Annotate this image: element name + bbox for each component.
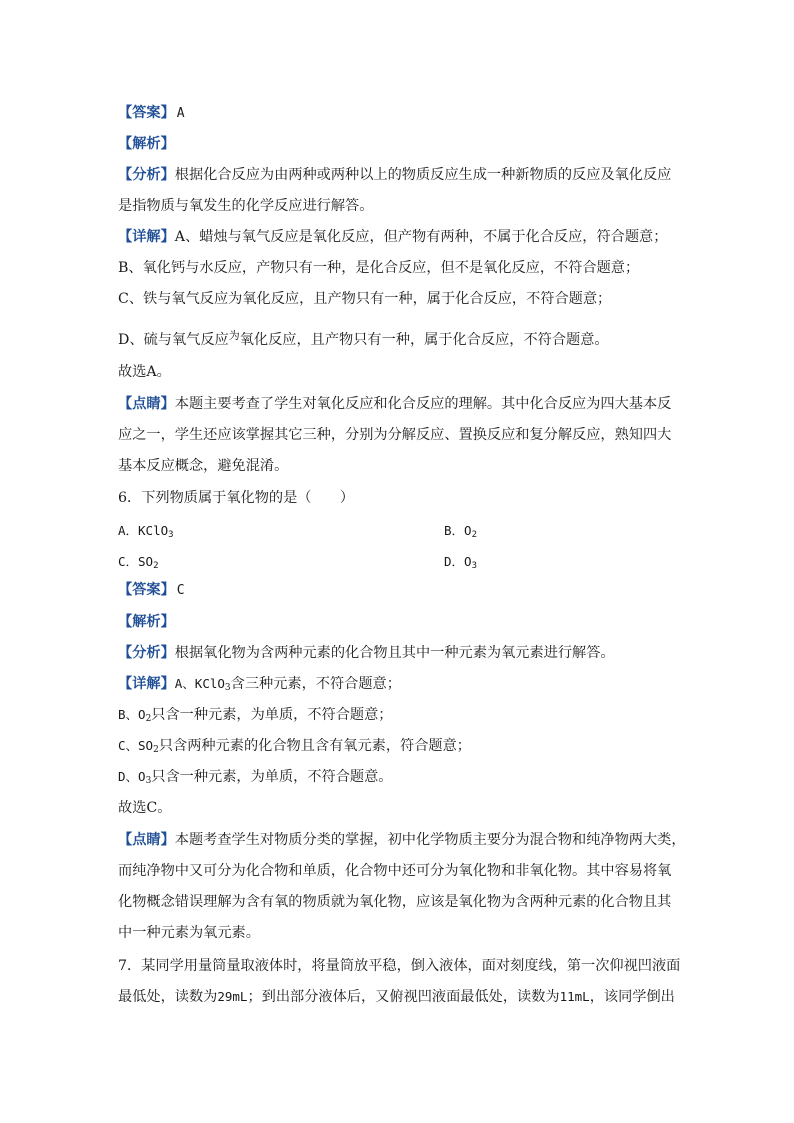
xiangjie-c-sub: 2 bbox=[153, 745, 159, 755]
q6-option-b bbox=[444, 521, 477, 541]
q6-xiangjie-line-d bbox=[118, 767, 393, 787]
fenxi-tag: 【分析】 bbox=[118, 167, 175, 183]
xiangjie-d-part2: 氧化反应，且产物只有一种，属于化合反应，不符合题意。 bbox=[239, 332, 609, 348]
q6-dianjing-line-2: 而纯净物中又可分为化合物和单质，化合物中还可分为氧化物和非氧化物。其中容易将氧 bbox=[118, 863, 672, 879]
xiangjie-d-post: 只含一种元素，为单质，不符合题意。 bbox=[151, 769, 393, 785]
option-d-sub: 3 bbox=[471, 561, 477, 571]
answer-tag: 【答案】 bbox=[118, 105, 175, 121]
dianjing-text: 本题考查学生对物质分类的掌握，初中化学物质主要分为混合物和纯净物两大类， bbox=[174, 832, 686, 848]
q6-dianjing-line-3: 化物概念错误理解为含有氧的物质就为氧化物，应该是氧化物为含两种元素的化合物且其 bbox=[118, 894, 672, 910]
q7-line-2 bbox=[118, 987, 675, 1007]
q6-choose-line: 故选C。 bbox=[118, 800, 172, 816]
jiexi-tag: 【解析】 bbox=[118, 614, 175, 630]
q7-reading-2: 11mL bbox=[559, 989, 590, 1004]
xiangjie-c-post: 只含两种元素的化合物且含有氧元素，符合题意； bbox=[158, 738, 471, 754]
option-b-label: B．O bbox=[444, 523, 472, 538]
q5-xiangjie-line-d bbox=[118, 330, 609, 351]
q6-option-a bbox=[118, 521, 174, 541]
xiangjie-a-post: 含三种元素，不符合题意； bbox=[230, 676, 401, 692]
answer-value: A bbox=[176, 106, 185, 121]
option-c-label: C．SO bbox=[118, 554, 154, 569]
answer-tag: 【答案】 bbox=[118, 582, 175, 598]
q5-dianjing-line-3: 基本反应概念，避免混淆。 bbox=[118, 458, 289, 474]
xiangjie-tag: 【详解】 bbox=[118, 229, 175, 245]
q5-answer-line bbox=[118, 103, 185, 124]
q6-option-c bbox=[118, 552, 159, 572]
q6-jiexi-line bbox=[118, 612, 175, 632]
q6-fenxi-line bbox=[118, 643, 615, 663]
xiangjie-b-post: 只含一种元素，为单质，不符合题意； bbox=[151, 707, 393, 723]
q7-line-2-c: ，该同学倒出 bbox=[589, 989, 675, 1005]
q5-fenxi-line-2: 是指物质与氧发生的化学反应进行解答。 bbox=[118, 198, 374, 214]
q6-question: 6．下列物质属于氧化物的是（ ） bbox=[118, 490, 355, 506]
q5-fenxi-line-1 bbox=[118, 165, 671, 185]
xiangjie-b-sub: 2 bbox=[145, 714, 152, 724]
q5-xiangjie-line-c: C、铁与氧气反应为氧化反应，且产物只有一种，属于化合反应，不符合题意； bbox=[118, 291, 612, 307]
q6-xiangjie-line-c bbox=[118, 736, 471, 756]
q5-choose-line: 故选A。 bbox=[118, 364, 171, 380]
xiangjie-d-wei: 为 bbox=[228, 329, 240, 342]
q7-line-2-a: 最低处，读数为 bbox=[118, 989, 218, 1005]
jiexi-tag: 【解析】 bbox=[118, 136, 175, 152]
dianjing-tag: 【点睛】 bbox=[118, 832, 175, 848]
option-a-label: A．KClO bbox=[118, 523, 169, 538]
fenxi-text: 根据氧化物为含两种元素的化合物且其中一种元素为氧元素进行解答。 bbox=[174, 645, 615, 661]
answer-value: C bbox=[176, 583, 185, 598]
q7-line-1: 7．某同学用量筒量取液体时，将量筒放平稳，倒入液体，面对刻度线，第一次仰视凹液面 bbox=[118, 958, 681, 974]
xiangjie-c-pre: C、SO bbox=[118, 738, 154, 753]
xiangjie-a: A、蜡烛与氧气反应是氧化反应，但产物有两种，不属于化合反应，符合题意； bbox=[174, 229, 668, 245]
xiangjie-d-pre: D、O bbox=[118, 769, 146, 784]
q6-xiangjie-line-b bbox=[118, 705, 393, 725]
xiangjie-d-part1: D、硫与氧气反应 bbox=[118, 332, 229, 348]
fenxi-tag: 【分析】 bbox=[118, 645, 175, 661]
q5-xiangjie-line-b: B、氧化钙与水反应，产物只有一种，是化合反应，但不是氧化反应，不符合题意； bbox=[118, 260, 640, 276]
q5-dianjing-line-1 bbox=[118, 394, 671, 414]
q6-option-d bbox=[444, 552, 477, 572]
q7-line-2-b: ；到出部分液体后，又俯视凹液面最低处，读数为 bbox=[247, 989, 560, 1005]
q6-dianjing-line-1 bbox=[118, 830, 686, 850]
q6-dianjing-line-4: 中一种元素为氧元素。 bbox=[118, 925, 260, 941]
q5-dianjing-line-2: 应之一，学生还应该掌握其它三种，分别为分解反应、置换反应和复分解反应，熟知四大 bbox=[118, 427, 672, 443]
q5-jiexi-line bbox=[118, 134, 175, 154]
dianjing-tag: 【点睛】 bbox=[118, 396, 175, 412]
xiangjie-b-pre: B、O bbox=[118, 707, 146, 722]
q5-xiangjie-line-a bbox=[118, 227, 667, 247]
option-d-label: D．O bbox=[444, 554, 472, 569]
xiangjie-tag: 【详解】 bbox=[118, 676, 175, 692]
option-a-sub: 3 bbox=[168, 530, 174, 540]
xiangjie-a-sub: 3 bbox=[224, 683, 231, 693]
xiangjie-a-pre: A、KClO bbox=[174, 676, 225, 691]
fenxi-text: 根据化合反应为由两种或两种以上的物质反应生成一种新物质的反应及氧化反应 bbox=[174, 167, 672, 183]
dianjing-text: 本题主要考查了学生对氧化反应和化合反应的理解。其中化合反应为四大基本反 bbox=[174, 396, 672, 412]
xiangjie-d-sub: 3 bbox=[145, 776, 152, 786]
q7-reading-1: 29mL bbox=[217, 989, 248, 1004]
option-b-sub: 2 bbox=[471, 530, 477, 540]
q6-xiangjie-line-a bbox=[118, 674, 401, 694]
option-c-sub: 2 bbox=[153, 561, 159, 571]
q6-answer-line bbox=[118, 580, 185, 601]
